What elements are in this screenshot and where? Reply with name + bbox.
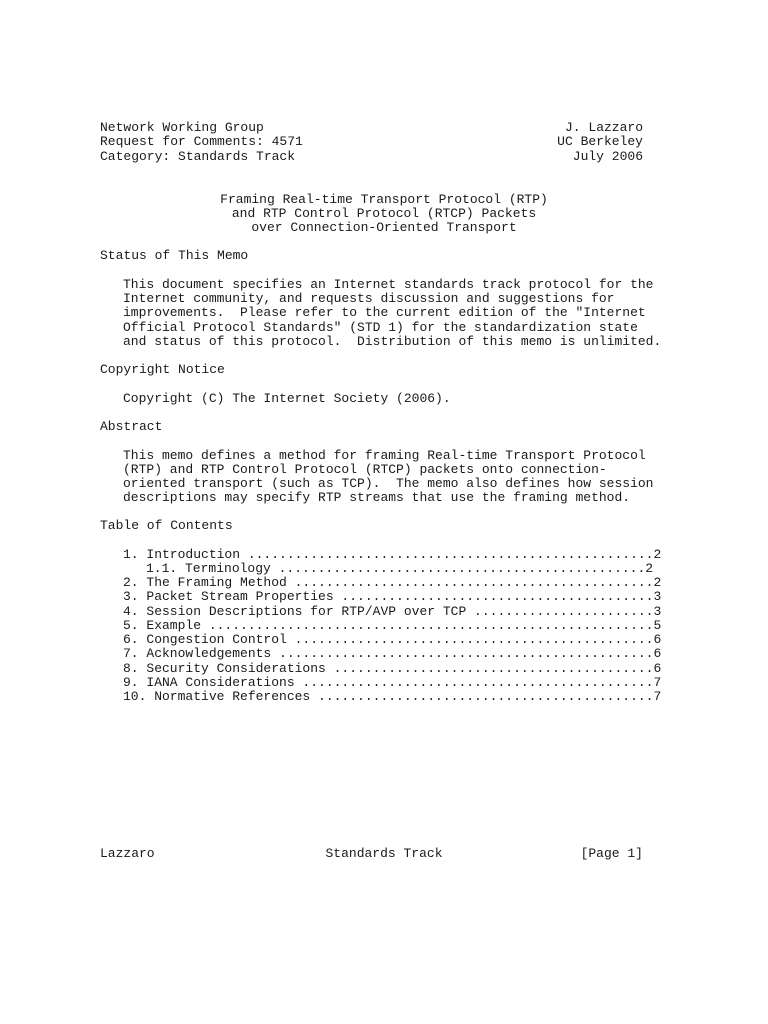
footer-page-number: [Page 1] xyxy=(580,846,643,861)
header-right-line-2: UC Berkeley xyxy=(557,134,643,149)
abstract-line-3: oriented transport (such as TCP). The memo also defines how session xyxy=(123,476,654,491)
toc-entry-session-descriptions[interactable]: 4. Session Descriptions for RTP/AVP over TCP .......................3 xyxy=(123,604,662,619)
toc-entry-normative-references[interactable]: 10. Normative References ...........................................7 xyxy=(123,689,662,704)
header-right-line-3: July 2006 xyxy=(572,149,643,164)
title-line-2: and RTP Control Protocol (RTCP) Packets xyxy=(231,206,537,221)
toc-entry-framing-method[interactable]: 2. The Framing Method ..............................................2 xyxy=(123,575,662,590)
copyright-text: Copyright (C) The Internet Society (2006). xyxy=(123,391,451,406)
toc-entry-iana-considerations[interactable]: 9. IANA Considerations .............................................7 xyxy=(123,675,662,690)
header-left-line-2: Request for Comments: 4571 xyxy=(100,134,303,149)
header-left-line-1: Network Working Group xyxy=(100,120,264,135)
status-heading: Status of This Memo xyxy=(100,248,249,263)
toc-entry-congestion-control[interactable]: 6. Congestion Control ..............................................6 xyxy=(123,632,662,647)
title-line-3: over Connection-Oriented Transport xyxy=(251,220,517,235)
footer-author: Lazzaro xyxy=(100,846,155,861)
status-line-5: and status of this protocol. Distribution of this memo is unlimited. xyxy=(123,334,662,349)
status-line-2: Internet community, and requests discussion and suggestions for xyxy=(123,291,615,306)
status-line-1: This document specifies an Internet standards track protocol for the xyxy=(123,277,654,292)
toc-entry-example[interactable]: 5. Example .........................................................5 xyxy=(123,618,662,633)
toc-entry-introduction[interactable]: 1. Introduction ....................................................2 xyxy=(123,547,662,562)
abstract-line-1: This memo defines a method for framing Real-time Transport Protocol xyxy=(123,448,646,463)
toc-entry-security-considerations[interactable]: 8. Security Considerations .........................................6 xyxy=(123,661,662,676)
toc-entry-terminology[interactable]: 1.1. Terminology ...............................................2 xyxy=(146,561,654,576)
toc-heading: Table of Contents xyxy=(100,518,233,533)
toc-entry-packet-stream-properties[interactable]: 3. Packet Stream Properties ........................................3 xyxy=(123,589,662,604)
header-right-line-1: J. Lazzaro xyxy=(564,120,643,135)
toc-entry-acknowledgements[interactable]: 7. Acknowledgements ................................................6 xyxy=(123,646,662,661)
header-left-line-3: Category: Standards Track xyxy=(100,149,296,164)
title-line-1: Framing Real-time Transport Protocol (RTP) xyxy=(220,192,548,207)
status-line-4: Official Protocol Standards" (STD 1) for the standardization state xyxy=(123,320,638,335)
abstract-line-2: (RTP) and RTP Control Protocol (RTCP) packets onto connection- xyxy=(123,462,607,477)
abstract-line-4: descriptions may specify RTP streams that use the framing method. xyxy=(123,490,631,505)
copyright-heading: Copyright Notice xyxy=(100,362,225,377)
footer-category: Standards Track xyxy=(325,846,443,861)
abstract-heading: Abstract xyxy=(100,419,163,434)
status-line-3: improvements. Please refer to the current edition of the "Internet xyxy=(123,305,646,320)
